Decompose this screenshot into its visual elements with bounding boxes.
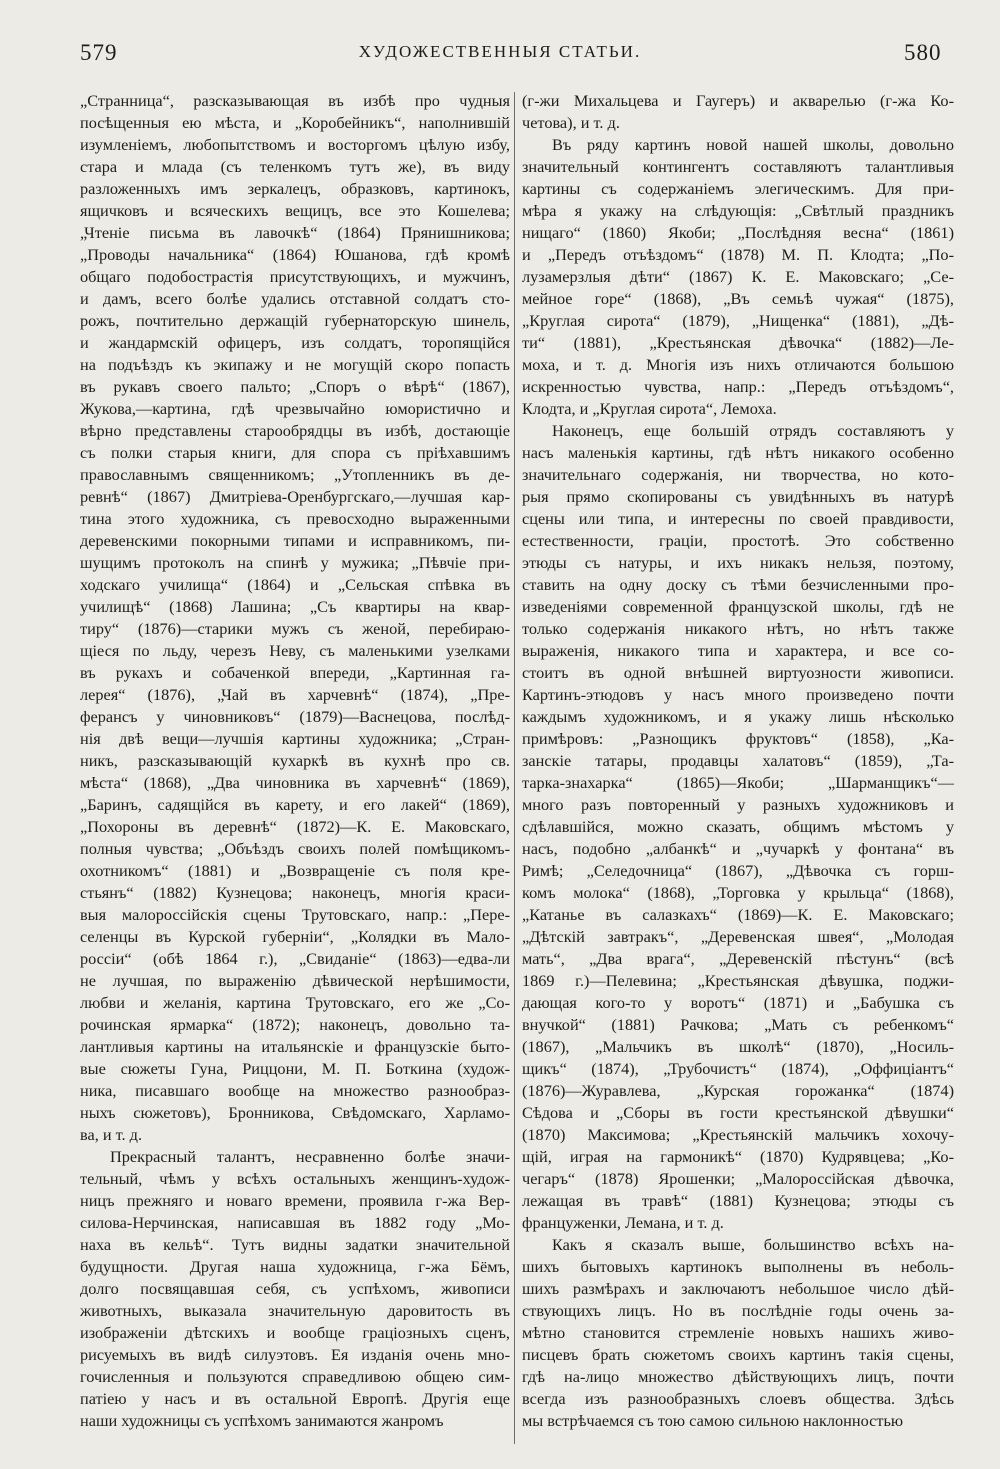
text-line: рожъ, почтительно держащій губернаторскую шинель, [80, 311, 510, 330]
text-line: рочинская ярмарка“ (1872); наконецъ, довольно та- [80, 1015, 510, 1034]
text-line: въ рукахъ и собаченкой впереди, „Картинная га- [80, 663, 510, 682]
text-line: (1867), „Мальчикъ въ школѣ“ (1870), „Носиль- [522, 1037, 954, 1056]
text-line: охотникомъ“ (1881) и „Возвращеніе съ поля кре- [80, 861, 510, 880]
paragraph [522, 134, 954, 420]
text-line: четова), и т. д. [522, 113, 620, 132]
text-line: мѣра я укажу на слѣдующія: „Свѣтлый праздникъ [522, 201, 954, 220]
text-line: селенцы въ Курской губерніи“, „Колядки въ Мало- [80, 927, 510, 946]
text-line: рисуемыхъ въ видѣ силуэтовъ. Ея изданія очень мно- [80, 1345, 510, 1364]
text-line: любви и желанія, картина Трутовскаго, его же „Со- [80, 993, 510, 1012]
text-line: искренностью чувства, напр.: „Передъ отъѣздомъ“, [522, 377, 954, 396]
text-line: на подъѣздъ къ экипажу и не могущій скоро попасть [80, 355, 510, 374]
text-line: этюды съ натуры, и ихъ никакъ нельзя, поэтому, [522, 553, 954, 572]
text-line: никъ, разсказывающій кухаркѣ въ кухнѣ про св. [80, 751, 510, 770]
text-line: тина этого художника, съ превосходно выраженными [80, 509, 510, 528]
text-line: всегда изъ разнообразныхъ слоевъ общества. Здѣсь [522, 1389, 954, 1408]
text-line: комъ молока“ (1868), „Торговка у крыльца“ (1868), [522, 883, 954, 902]
text-line: ва, и т. д. [80, 1125, 143, 1144]
text-line: моха, и т. д. Многія изъ нихъ отличаются большою [522, 355, 954, 374]
text-line: „Похороны въ деревнѣ“ (1872)—К. Е. Маковскаго, [80, 817, 510, 836]
text-line: чегаръ“ (1878) Ярошенки; „Малороссійская дѣвочка, [522, 1169, 954, 1188]
text-line: стара и млада (съ теленкомъ тутъ же), въ виду [80, 157, 510, 176]
text-line: ти“ (1881), „Крестьянская дѣвочка“ (1882)—Ле- [522, 333, 954, 352]
text-line: вые сюжеты Гуна, Риццони, М. П. Боткина (худож- [80, 1059, 510, 1078]
text-line: „Круглая сирота“ (1879), „Нищенка“ (1881), „Дѣ- [522, 311, 954, 330]
text-line: ставить на одну доску съ тѣми безчисленными про- [522, 575, 954, 594]
text-line: француженки, Лемана, и т. д. [522, 1213, 724, 1232]
text-line: нія двѣ вещи—лучшія картины художника; „Стран- [80, 729, 510, 748]
text-line: россіи“ (обѣ 1864 г.), „Свиданіе“ (1863)—едва-ли [80, 949, 510, 968]
text-line: шихъ бытовыхъ картинокъ выполнены въ неболь- [522, 1257, 954, 1276]
text-line: естественности, граціи, простотѣ. Это собственно [522, 531, 954, 550]
text-line: Наконецъ, еще большій отрядъ составляютъ у [552, 421, 954, 440]
text-line: ника, писавшаго вообще на множество разнообраз- [80, 1081, 510, 1100]
right-column [522, 90, 954, 1450]
text-line: Жукова,—картина, гдѣ чрезвычайно юмористично и [80, 399, 510, 418]
text-line: занскіе татары, продавцы халатовъ“ (1859), „Та- [522, 751, 954, 770]
text-line: тельный, чѣмъ у всѣхъ остальныхъ женщинъ-худож- [80, 1169, 510, 1188]
text-line: деревенскими покорными типами и исправникомъ, пи- [80, 531, 510, 550]
text-line: шущимъ протоколъ на спинѣ у мужика; „Пѣвчіе при- [80, 553, 510, 572]
text-line: тиру“ (1876)—старики мужъ съ женой, перебираю- [80, 619, 510, 638]
text-line: общаго подобострастія присутствующихъ, и мужчинъ, [80, 267, 510, 286]
text-line: разложенныхъ имъ зеркалецъ, образковъ, картинокъ, [80, 179, 510, 198]
text-line: выя малороссійскія сцены Трутовскаго, напр.: „Пере- [80, 905, 510, 924]
text-line: дающая кого-то у воротъ“ (1871) и „Бабушка съ [522, 993, 954, 1012]
page-number-left: 579 [80, 40, 118, 65]
text-line: щикъ“ (1874), „Трубочистъ“ (1874), „Оффиціантъ“ [522, 1059, 954, 1078]
text-line: щій, играя на гармоникѣ“ (1870) Кудрявцева; „Ко- [522, 1147, 954, 1166]
text-line: „Катанье въ салазкахъ“ (1869)—К. Е. Маковскаго; [522, 905, 954, 924]
text-line: не лучшая, по выраженію дѣвической нерѣшимости, [80, 971, 510, 990]
paragraph [522, 1234, 954, 1432]
text-line: посѣщенныя ею мѣста, и „Коробейникъ“, наполнившій [80, 113, 510, 132]
text-line: значительнаго содержанія, ни творчества, но кото- [522, 465, 954, 484]
text-line: Въ ряду картинъ новой нашей школы, довольно [552, 135, 954, 154]
text-line: много разъ повторенный у разныхъ художниковъ и [522, 795, 954, 814]
text-line: наши художницы съ успѣхомъ занимаются жанромъ [80, 1411, 444, 1430]
text-line: значительный контингентъ составляютъ талантливыя [522, 157, 954, 176]
text-line: и жандармскій офицеръ, изъ солдатъ, торопящійся [80, 333, 510, 352]
text-line: „Чтеніе письма въ лавочкѣ“ (1864) Прянишникова; [80, 223, 510, 242]
text-line: стоитъ въ одной внѣшней виртуозности живописи. [522, 663, 954, 682]
text-line: стьянъ“ (1882) Кузнецова; наконецъ, многія краси- [80, 883, 510, 902]
text-line: Сѣдова и „Сборы въ гости крестьянской дѣвушки“ [522, 1103, 954, 1122]
text-line: силова-Нерчинская, написавшая въ 1882 году „Мо- [80, 1213, 510, 1232]
text-line: Какъ я сказалъ выше, большинство всѣхъ на- [552, 1235, 954, 1254]
text-line: и дамъ, всего болѣе удались отставной солдатъ сто- [80, 289, 510, 308]
text-line: изведеніями современной французской школы, гдѣ не [522, 597, 954, 616]
text-line: мы встрѣчаемся съ тою самою сильною наклонностью [522, 1411, 904, 1430]
text-line: изображеніи дѣтскихъ и вообще граціозныхъ сценъ, [80, 1323, 510, 1342]
text-line: насъ, подобно „албанкѣ“ и „чучаркѣ у фонтана“ въ [522, 839, 954, 858]
text-line: мѣста“ (1868), „Два чиновника въ харчевнѣ“ (1869), [80, 773, 510, 792]
left-column [80, 90, 510, 1450]
text-line: училищѣ“ (1868) Лашина; „Съ квартиры на квар- [80, 597, 510, 616]
text-line: выраженія, никакого типа и характера, и все со- [522, 641, 954, 660]
text-line: сдѣлавшійся, можно сказать, общимъ мѣстомъ у [522, 817, 954, 836]
text-line: 1869 г.)—Пелевина; „Крестьянская дѣвушка, поджи- [522, 971, 954, 990]
text-line: ницъ прежняго и новаго времени, проявила г-жа Вер- [80, 1191, 510, 1210]
text-line: въ рукавъ своего пальто; „Споръ о вѣрѣ“ (1867), [80, 377, 510, 396]
text-line: мѣтно становится стремленіе новыхъ нашихъ живо- [522, 1323, 954, 1342]
text-line: будущности. Другая наша художница, г-жа Бёмъ, [80, 1257, 510, 1276]
text-line: мать“, „Два врага“, „Деревенскій пѣстунъ“ (всѣ [522, 949, 954, 968]
text-line: вѣрно представлены старообрядцы въ избѣ, достающіе [80, 421, 510, 440]
text-line: примѣровъ: „Разнощикъ фруктовъ“ (1858), „Ка- [522, 729, 954, 748]
text-line: внучкой“ (1881) Рачкова; „Мать съ ребенкомъ“ [522, 1015, 954, 1034]
text-line: полныя чувства; „Объѣздъ своихъ полей помѣщикомъ- [80, 839, 510, 858]
text-line: „Баринъ, садящійся въ карету, и его лакей“ (1869), [80, 795, 510, 814]
text-line: шихъ размѣрахъ и заключаютъ небольшое число дѣй- [522, 1279, 954, 1298]
text-line: „Проводы начальника“ (1864) Юшанова, гдѣ кромѣ [80, 245, 510, 264]
text-line: ходскаго училища“ (1864) и „Сельская спѣвка въ [80, 575, 510, 594]
text-line: гочисленныя и пользуются справедливою общею сим- [80, 1367, 510, 1386]
column-divider [514, 92, 515, 1444]
text-line: ревнѣ“ (1867) Дмитріева-Оренбургскаго,—лучшая кар- [80, 487, 510, 506]
page-number-right: 580 [904, 40, 942, 65]
text-line: лерея“ (1876), „Чай въ харчевнѣ“ (1874), „Пре- [80, 685, 510, 704]
text-line: Клодта, и „Круглая сирота“, Лемоха. [522, 399, 777, 418]
text-line: тарка-знахарка“ (1865)—Якоби; „Шарманщикъ“— [522, 773, 954, 792]
text-line: насъ маленькія картины, гдѣ нѣтъ никакого особенно [522, 443, 954, 462]
text-line: изумленіемъ, любопытствомъ и восторгомъ цѣлую избу, [80, 135, 510, 154]
text-line: мейное горе“ (1868), „Въ семьѣ чужая“ (1875), [522, 289, 954, 308]
text-line: картины съ содержаніемъ элегическимъ. Для при- [522, 179, 954, 198]
text-line: писцевъ брать сюжетомъ своихъ картинъ такія сцены, [522, 1345, 954, 1364]
text-line: нищаго“ (1860) Якоби; „Послѣдняя весна“ (1861) [522, 223, 954, 242]
text-line: Картинъ-этюдовъ у насъ много произведено почти [522, 685, 954, 704]
text-line: животныхъ, выказала значительную даровитость въ [80, 1301, 510, 1320]
text-line: каждымъ художникомъ, и я укажу лишь нѣсколько [522, 707, 954, 726]
text-line: гдѣ на-лицо множество дѣйствующихъ лицъ, почти [522, 1367, 954, 1386]
text-line: ствующихъ лицъ. Но въ послѣдніе годы очень за- [522, 1301, 954, 1320]
text-line: только содержанія никакого нѣтъ, но нѣтъ также [522, 619, 954, 638]
text-line: ферансъ у чиновниковъ“ (1879)—Васнецова, послѣд- [80, 707, 510, 726]
text-line: наха въ кельѣ“. Тутъ видны задатки значительной [80, 1235, 510, 1254]
text-line: Римѣ; „Селедочница“ (1867), „Дѣвочка съ горш- [522, 861, 954, 880]
paragraph [522, 90, 954, 134]
text-line: лузамерзлыя дѣти“ (1867) К. Е. Маковскаго; „Се- [522, 267, 954, 286]
text-line: ящичковъ и всяческихъ вещицъ, все это Кошелева; [80, 201, 510, 220]
text-line: лежащая въ травѣ“ (1881) Кузнецова; этюды съ [522, 1191, 954, 1210]
text-line: ныхъ сюжетовъ), Бронникова, Свѣдомскаго, Харламо- [80, 1103, 510, 1122]
text-line: щіеся по льду, черезъ Неву, съ маленькими узелками [80, 641, 510, 660]
text-line: православнымъ священникомъ; „Утопленникъ въ де- [80, 465, 510, 484]
text-line: (1870) Максимова; „Крестьянскій мальчикъ хохочу- [522, 1125, 954, 1144]
paragraph [80, 1146, 510, 1432]
paragraph [80, 90, 510, 1146]
text-line: (г-жи Михальцева и Гаугеръ) и акварелью (г-жа Ко- [522, 91, 954, 110]
text-line: патіею у насъ и въ остальной Европѣ. Другія еще [80, 1389, 510, 1408]
text-line: рыя прямо скопированы съ увидѣнныхъ въ натурѣ [522, 487, 954, 506]
text-line: сцены или типа, и интересны по своей правдивости, [522, 509, 954, 528]
running-title: ХУДОЖЕСТВЕННЫЯ СТАТЬИ. [358, 42, 642, 61]
text-line: долго посвящавшая себя, съ успѣхомъ, живописи [80, 1279, 510, 1298]
text-line: „Дѣтскій завтракъ“, „Деревенская швея“, „Молодая [522, 927, 954, 946]
paragraph [522, 420, 954, 1234]
text-line: Прекрасный талантъ, несравненно болѣе значи- [110, 1147, 510, 1166]
text-line: (1876)—Журавлева, „Курская горожанка“ (1874) [522, 1081, 954, 1100]
text-line: съ полки старыя книги, для спора съ пріѣхавшимъ [80, 443, 510, 462]
text-line: „Странница“, разсказывающая въ избѣ про чудныя [80, 91, 510, 110]
text-line: лантливыя картины на итальянскіе и французскіе быто- [80, 1037, 510, 1056]
text-line: и „Передъ отъѣздомъ“ (1878) М. П. Клодта; „По- [522, 245, 954, 264]
